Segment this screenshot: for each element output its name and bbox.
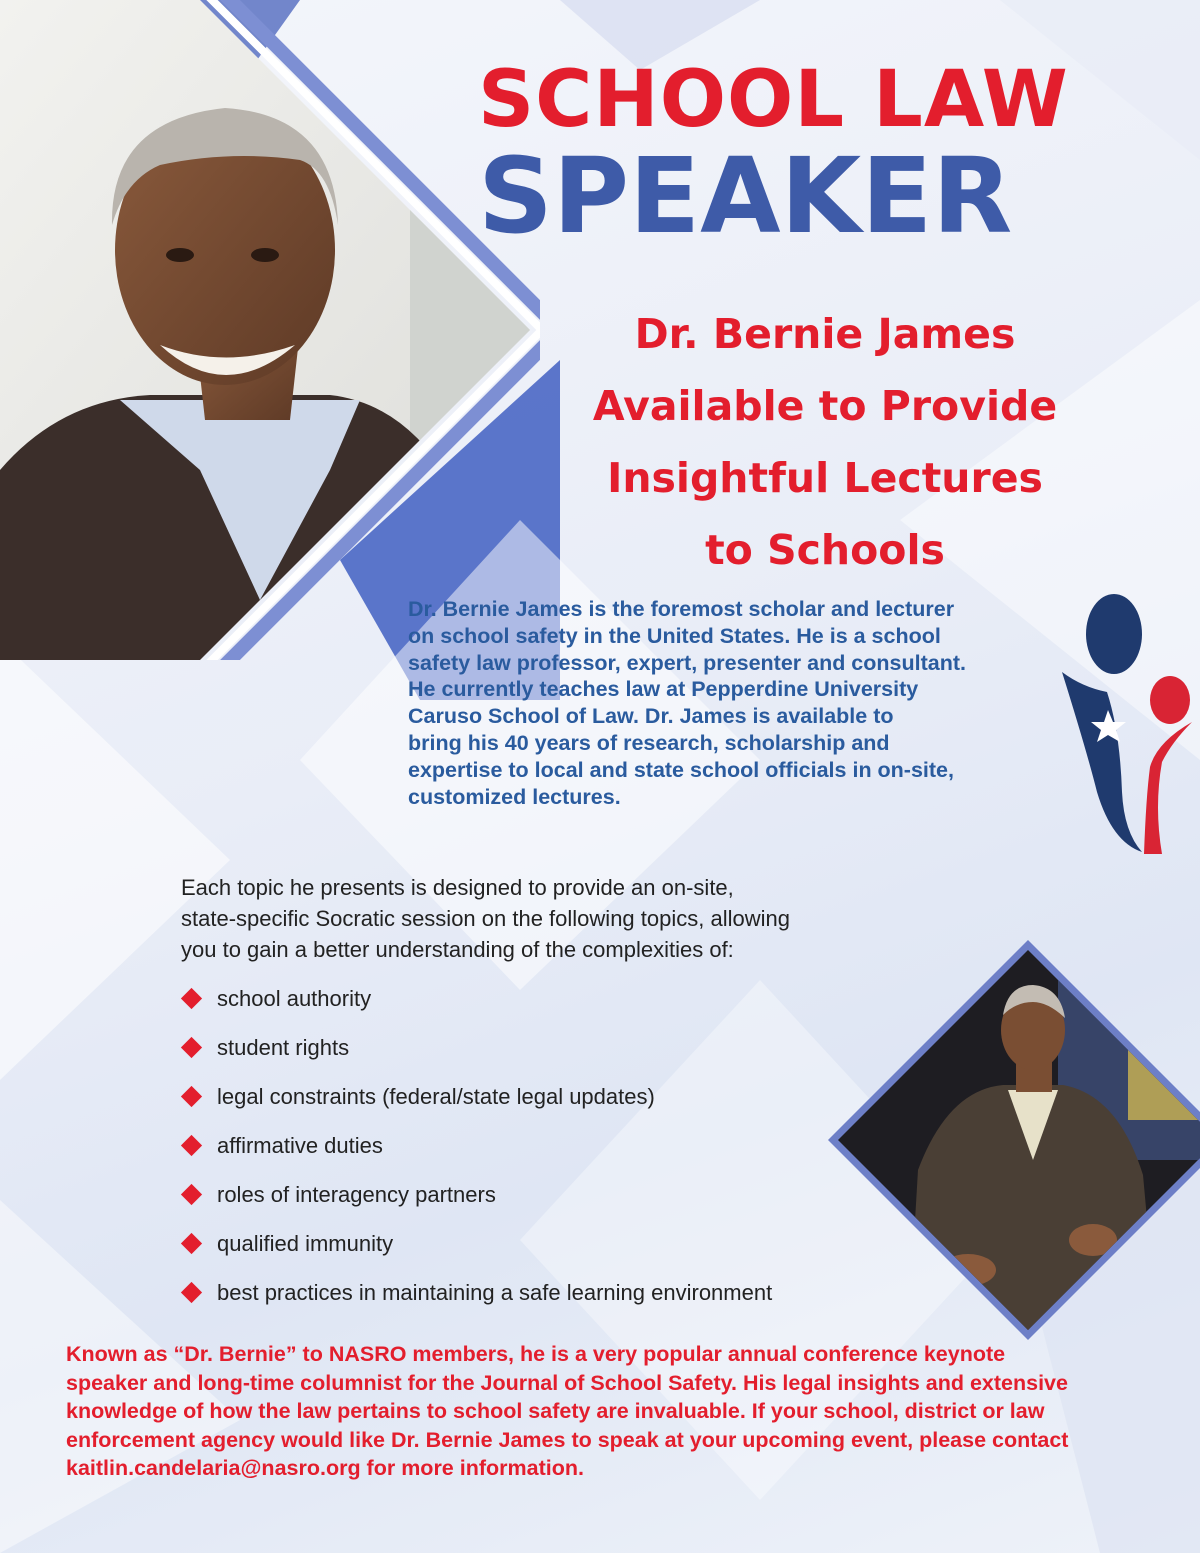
bio-line: He currently teaches law at Pepperdine University <box>408 677 919 702</box>
red-diamond-icon <box>181 1086 202 1107</box>
closing-line: Known as “Dr. Bernie” to NASRO members, he is a very popular annual conference keynote <box>66 1342 1006 1366</box>
speaker-portrait-photo <box>0 0 540 660</box>
closing-line: enforcement agency would like Dr. Bernie James to speak at your upcoming event, please contact <box>66 1427 1069 1452</box>
closing-line: speaker and long-time columnist for the Journal of School Safety. His legal insights and extensive <box>66 1370 1068 1395</box>
topic-label: school authority <box>217 986 372 1011</box>
red-diamond-icon <box>181 988 202 1009</box>
topic-label: roles of interagency partners <box>217 1182 496 1207</box>
bio-line: on school safety in the United States. He is a school <box>408 623 941 648</box>
intro-line: state-specific Socratic session on the following topics, allowing <box>181 906 790 931</box>
intro-line: you to gain a better understanding of the complexities of: <box>181 937 734 962</box>
intro-line: Each topic he presents is designed to provide an on-site, <box>181 875 734 900</box>
topic-label: qualified immunity <box>217 1231 394 1256</box>
topic-label: student rights <box>217 1035 350 1060</box>
subtitle-block <box>490 298 1160 586</box>
bio-line: Caruso School of Law. Dr. James is available to <box>408 704 894 729</box>
nasro-figures-logo-icon <box>1062 592 1192 862</box>
closing-line: kaitlin.candelaria@nasro.org for more information. <box>66 1456 584 1480</box>
bio-paragraph <box>408 596 1068 810</box>
subtitle-line: Available to Provide <box>592 382 1058 430</box>
red-diamond-icon <box>181 1282 202 1303</box>
list-item <box>181 1228 772 1277</box>
red-diamond-icon <box>181 1184 202 1205</box>
list-item <box>181 1179 772 1228</box>
bio-line: expertise to local and state school officials in on-site, <box>408 757 954 782</box>
topic-label: affirmative duties <box>217 1133 383 1158</box>
bio-line: Dr. Bernie James is the foremost scholar and lecturer <box>408 597 955 621</box>
red-diamond-icon <box>181 1233 202 1254</box>
headline-speaker: SPEAKER <box>478 135 1013 257</box>
red-diamond-icon <box>181 1135 202 1156</box>
red-diamond-icon <box>181 1037 202 1058</box>
subtitle-line: Dr. Bernie James <box>634 310 1016 358</box>
bio-line: bring his 40 years of research, scholarship and <box>408 730 890 755</box>
list-item <box>181 1081 772 1130</box>
topics-intro-paragraph <box>181 872 901 965</box>
closing-paragraph <box>66 1340 1146 1483</box>
closing-line: knowledge of how the law pertains to school safety are invaluable. If your school, district or law <box>66 1399 1045 1423</box>
list-item <box>181 1130 772 1179</box>
list-item <box>181 1032 772 1081</box>
headline-school-law: SCHOOL LAW <box>478 55 1069 145</box>
topic-label: legal constraints (federal/state legal updates) <box>217 1084 655 1109</box>
bio-line: customized lectures. <box>408 784 621 809</box>
list-item <box>181 1277 772 1326</box>
list-item <box>181 983 772 1032</box>
bio-line: safety law professor, expert, presenter and consultant. <box>408 650 966 675</box>
subtitle-line: Insightful Lectures <box>607 454 1043 502</box>
topic-label: best practices in maintaining a safe learning environment <box>217 1280 773 1305</box>
subtitle-line: to Schools <box>705 526 945 574</box>
speaker-presenting-photo <box>828 940 1200 1340</box>
topics-list <box>181 983 772 1326</box>
